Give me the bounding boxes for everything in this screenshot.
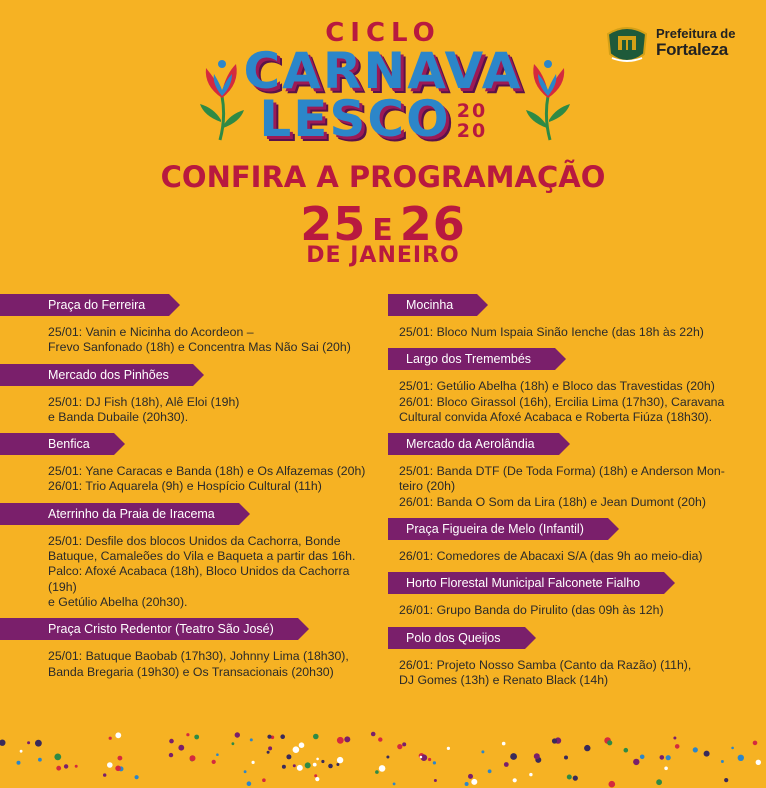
confetti-dot: [513, 778, 517, 782]
confetti-dot: [232, 742, 235, 745]
confetti-dot: [567, 775, 572, 780]
confetti-dot: [344, 736, 350, 742]
confetti-dot: [693, 747, 698, 752]
confetti-dot: [447, 747, 450, 750]
confetti-dot: [504, 762, 509, 767]
confetti-dot: [262, 778, 266, 782]
confetti-dot: [428, 758, 431, 761]
venue-events: 26/01: Projeto Nosso Samba (Canto da Razão) (11h), DJ Gomes (13h) e Renato Black (14h): [399, 657, 692, 687]
confetti-dot: [194, 735, 199, 740]
confetti-dot: [38, 758, 42, 762]
subtitle: CONFIRA A PROGRAMAÇÃO: [160, 160, 606, 194]
venue-block: [30, 433, 380, 495]
confetti-dot: [186, 733, 189, 736]
confetti-dot: [660, 755, 665, 760]
confetti-dot: [64, 764, 68, 768]
confetti-dot: [216, 753, 219, 756]
venue-block: [30, 294, 380, 356]
confetti-dot: [267, 735, 271, 739]
confetti-dot: [313, 763, 317, 767]
prefeitura-line2: Fortaleza: [656, 40, 728, 59]
confetti-dot: [471, 779, 477, 785]
logo-year-top: 20: [456, 100, 488, 122]
venue-block: [388, 348, 748, 425]
prefeitura-line1: Prefeitura de: [656, 26, 736, 41]
venue-block: [30, 618, 380, 680]
confetti-dot: [607, 740, 612, 745]
confetti-dot: [20, 750, 23, 753]
confetti-dot: [465, 782, 469, 786]
confetti-dot: [666, 755, 671, 760]
confetti-dot: [379, 765, 386, 772]
confetti-dot: [336, 763, 339, 766]
logo-year-bottom: 20: [456, 120, 488, 142]
venue-events: 25/01: Desfile dos blocos Unidos da Cachorra, Bonde Batuque, Camaleões do Vila e Baqueta a partir das 16h. Palco: Afoxé Acabaca (18h), Bloco Unidos da Cachorra (19h) e Getúlio Abelha (20h30).: [48, 533, 356, 609]
venue-tag: Mocinha: [388, 294, 477, 316]
confetti-dot: [293, 764, 296, 767]
venue-tag: Praça do Ferreira: [0, 294, 169, 316]
date-second: 26: [399, 197, 466, 251]
venue-tag: Praça Cristo Redentor (Teatro São José): [0, 618, 298, 640]
venue-events: 25/01: Banda DTF (De Toda Forma) (18h) e Anderson Mon- teiro (20h) 26/01: Banda O Som da Lira (18h) e Jean Dumont (20h): [399, 464, 725, 509]
confetti-dot: [420, 756, 423, 759]
confetti-dot: [552, 738, 557, 743]
confetti-dot: [107, 762, 113, 768]
confetti-dot: [250, 738, 253, 741]
schedule-left-column: [30, 294, 380, 688]
confetti-dot: [115, 766, 121, 772]
confetti-dot: [337, 737, 344, 744]
confetti-dot: [316, 758, 319, 761]
venue-block: [388, 294, 748, 340]
confetti-dot: [481, 750, 484, 753]
confetti-dot: [675, 744, 680, 749]
confetti-dot: [305, 762, 311, 768]
schedule-right-column: [388, 294, 748, 696]
confetti-dot: [115, 732, 121, 738]
confetti-dot: [378, 737, 382, 741]
event-month: DE JANEIRO: [306, 243, 460, 268]
confetti-dot: [573, 776, 578, 781]
confetti-dot: [103, 773, 106, 776]
confetti-dot: [624, 748, 629, 753]
city-coat-of-arms-icon: [604, 24, 650, 66]
venue-block: [388, 627, 748, 689]
venue-tag: Aterrinho da Praia de Iracema: [0, 503, 239, 525]
ciclo-label: CICLO: [325, 18, 441, 48]
venue-tag: Largo dos Tremembés: [388, 348, 555, 370]
confetti-dot: [56, 766, 61, 771]
confetti-dot: [252, 761, 255, 764]
confetti-dot: [135, 775, 139, 779]
confetti-dot: [35, 740, 42, 747]
confetti-dot: [393, 783, 396, 786]
venue-block: [30, 503, 380, 610]
confetti-dot: [402, 742, 406, 746]
confetti-dot: [267, 751, 270, 754]
confetti-dot: [434, 779, 437, 782]
confetti-dot: [54, 754, 61, 761]
confetti-dot: [656, 779, 662, 785]
confetti-dots-icon: [0, 728, 766, 788]
confetti-dot: [75, 765, 78, 768]
confetti-dot: [27, 741, 30, 744]
confetti-dot: [756, 760, 761, 765]
confetti-dot: [753, 741, 758, 746]
confetti-dot: [488, 769, 492, 773]
confetti-dot: [337, 757, 343, 763]
venue-events: 26/01: Grupo Banda do Pirulito (das 09h às 12h): [399, 603, 664, 618]
confetti-dot: [704, 751, 710, 757]
tropical-flower-icon: [522, 56, 574, 142]
confetti-dot: [244, 770, 247, 773]
confetti-dot: [375, 770, 379, 774]
venue-tag: Polo dos Queijos: [388, 627, 525, 649]
confetti-dot: [118, 756, 123, 761]
confetti-dot: [397, 744, 402, 749]
confetti-dot: [721, 760, 724, 763]
confetti-dot: [371, 732, 376, 737]
confetti-dot: [731, 747, 734, 750]
tropical-flower-icon: [196, 56, 248, 142]
confetti-dot: [212, 760, 216, 764]
confetti-dot: [724, 778, 728, 782]
confetti-dot: [738, 755, 744, 761]
venue-events: 25/01: Batuque Baobab (17h30), Johnny Lima (18h30), Banda Bregaria (19h30) e Os Transacionais (20h30): [48, 649, 349, 679]
confetti-dot: [386, 756, 389, 759]
confetti-dot: [268, 746, 272, 750]
confetti-dot: [564, 756, 568, 760]
logo-year: [452, 101, 492, 141]
venue-block: [388, 518, 748, 564]
confetti-dot: [0, 740, 6, 746]
confetti-dot: [17, 761, 21, 765]
venue-events: 25/01: Bloco Num Ispaia Sinão Ienche (das 18h às 22h): [399, 325, 704, 339]
confetti-dot: [169, 753, 173, 757]
confetti-dot: [282, 765, 286, 769]
confetti-dot: [280, 734, 285, 739]
confetti-dot: [468, 774, 473, 779]
venue-block: [388, 433, 748, 510]
prefeitura-logo: [604, 24, 744, 64]
confetti-dot: [297, 765, 303, 771]
confetti-dot: [190, 755, 196, 761]
confetti-dot: [673, 737, 676, 740]
confetti-dot: [584, 745, 590, 751]
confetti-dot: [235, 732, 240, 737]
venue-tag: Horto Florestal Municipal Falconete Fialho: [388, 572, 664, 594]
confetti-dot: [299, 742, 305, 748]
confetti-dot: [633, 759, 639, 765]
venue-events: 25/01: Getúlio Abelha (18h) e Bloco das Travestidas (20h) 26/01: Bloco Girassol (16h), Ercilia Lima (17h30), Caravana Cultural convida Afoxé Acabaca e Roberta Fiúza (18h30).: [399, 379, 725, 424]
venue-tag: Mercado dos Pinhões: [0, 364, 193, 386]
confetti-dot: [321, 760, 324, 763]
confetti-dot: [315, 777, 319, 781]
venue-tag: Benfica: [0, 433, 114, 455]
confetti-dot: [510, 753, 517, 760]
venue-events: 25/01: DJ Fish (18h), Alê Eloi (19h) e Banda Dubaile (20h30).: [48, 394, 240, 424]
confetti-dot: [286, 754, 291, 759]
venue-block: [30, 364, 380, 426]
confetti-dot: [314, 774, 317, 777]
confetti-dot: [640, 755, 645, 760]
confetti-dot: [609, 781, 616, 788]
confetti-dot: [534, 753, 540, 759]
venue-tag: Mercado da Aerolândia: [388, 433, 559, 455]
confetti-dot: [169, 739, 174, 744]
confetti-dot: [293, 746, 300, 753]
date-conjunction: E: [372, 213, 394, 248]
carnavalesco-logo-line2: LESCO: [259, 90, 451, 148]
confetti-dot: [313, 734, 319, 740]
carnavalesco-logo-line1: CARNAVA: [243, 42, 523, 100]
confetti-dot: [247, 781, 252, 786]
confetti-dot: [109, 737, 112, 740]
venue-events: 26/01: Comedores de Abacaxi S/A (das 9h ao meio-dia): [399, 549, 703, 564]
confetti-dot: [328, 764, 333, 769]
confetti-dot: [178, 745, 184, 751]
confetti-dot: [529, 773, 532, 776]
venue-block: [388, 572, 748, 618]
venue-tag: Praça Figueira de Melo (Infantil): [388, 518, 608, 540]
confetti-dot: [664, 767, 668, 771]
confetti-dot: [433, 761, 436, 764]
confetti-dot: [502, 742, 506, 746]
venue-events: 25/01: Yane Caracas e Banda (18h) e Os Alfazemas (20h) 26/01: Trio Aquarela (9h) e Hospício Cultural (11h): [48, 464, 366, 494]
date-first: 25: [300, 197, 367, 251]
venue-events: 25/01: Vanin e Nicinha do Acordeon – Frevo Sanfonado (18h) e Concentra Mas Não Sai (20h): [48, 325, 351, 355]
